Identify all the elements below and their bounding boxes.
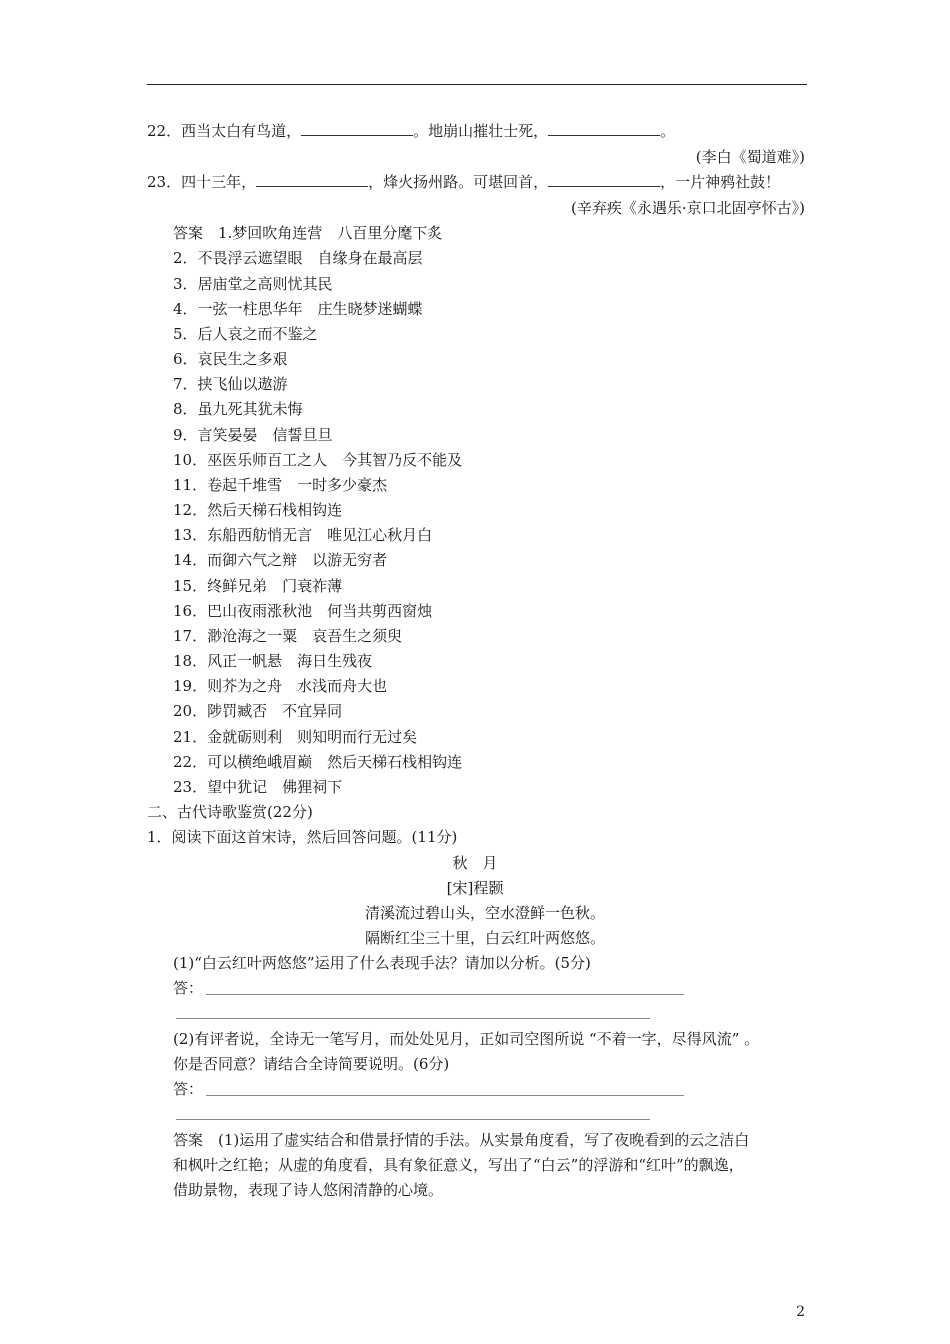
- answer-line: 5．后人哀之而不鉴之: [173, 325, 318, 343]
- answer-blank-line[interactable]: [206, 1095, 684, 1096]
- question-22-source: (李白《蜀道难》): [695, 148, 805, 166]
- final-answer-line-2: 和枫叶之红艳；从虚的角度看，具有象征意义，写出了“白云”的浮游和“红叶”的飘逸，: [173, 1156, 744, 1174]
- poem-title: 秋 月: [452, 854, 498, 872]
- poem-line-2: 隔断红尘三十里，白云红叶两悠悠。: [364, 929, 605, 947]
- sub-question-2-line-1: (2)有评者说，全诗无一笔写月，而处处见月，正如司空图所说 “不着一字，尽得风流” 。: [173, 1030, 760, 1048]
- fill-blank[interactable]: [548, 172, 660, 187]
- answer-line: 4．一弦一柱思华年 庄生晓梦迷蝴蝶: [173, 300, 423, 318]
- answer-line: 8．虽九死其犹未悔: [173, 400, 303, 418]
- answer-line: 15．终鲜兄弟 门衰祚薄: [173, 577, 343, 595]
- sub-question-1: (1)“白云红叶两悠悠”运用了什么表现手法？请加以分析。(5分): [173, 954, 591, 972]
- answer-line: 19．则芥为之舟 水浅而舟大也: [173, 677, 388, 695]
- question-22-part3: 。: [660, 122, 676, 140]
- answer-line: 13．东船西舫悄无言 唯见江心秋月白: [173, 526, 433, 544]
- question-23-source: (辛弃疾《永遇乐·京口北固亭怀古》): [571, 199, 805, 217]
- answer-line: 10．巫医乐师百工之人 今其智乃反不能及: [173, 451, 463, 469]
- answer-blank-line[interactable]: [206, 994, 684, 995]
- answer-line: 22．可以横绝峨眉巅 然后天梯石栈相钩连: [173, 753, 463, 771]
- final-answer-line-1: 答案 (1)运用了虚实结合和借景抒情的手法。从实景角度看，写了夜晚看到的云之洁白: [173, 1131, 750, 1149]
- poem-line-1: 清溪流过碧山头，空水澄鲜一色秋。: [364, 904, 605, 922]
- answer-label: 答：: [173, 1080, 204, 1098]
- fill-blank[interactable]: [301, 121, 413, 136]
- question-23-part2: ，烽火扬州路。可堪回首，: [368, 173, 549, 191]
- answer-line: 3．居庙堂之高则忧其民: [173, 275, 333, 293]
- answer-line: 答案 1.梦回吹角连营 八百里分麾下炙: [173, 224, 443, 242]
- answer-line: 23．望中犹记 佛狸祠下: [173, 778, 343, 796]
- question-23-part1: 23．四十三年，: [147, 173, 257, 191]
- answer-line: 2．不畏浮云遮望眼 自缘身在最高层: [173, 249, 423, 267]
- question-23-part3: ，一片神鸦社鼓！: [660, 173, 781, 191]
- answer-blank-line[interactable]: [176, 1018, 650, 1019]
- fill-blank[interactable]: [256, 172, 368, 187]
- sub-question-2-line-2: 你是否同意？请结合全诗简要说明。(6分): [173, 1055, 450, 1073]
- answer-line: 9．言笑晏晏 信誓旦旦: [173, 426, 333, 444]
- question-22-part1: 22．西当太白有鸟道，: [147, 122, 302, 140]
- answer-blank-line[interactable]: [176, 1119, 650, 1120]
- answer-line: 17．渺沧海之一粟 哀吾生之须臾: [173, 627, 403, 645]
- answer-line: 20．陟罚臧否 不宜异同: [173, 702, 343, 720]
- answer-line: 14．而御六气之辩 以游无穷者: [173, 551, 388, 569]
- question-23: [147, 172, 780, 192]
- poem-author: [宋]程颢: [446, 879, 504, 897]
- answer-label: 答：: [173, 979, 204, 997]
- answer-line: 11．卷起千堆雪 一时多少豪杰: [173, 476, 388, 494]
- fill-blank[interactable]: [548, 121, 660, 136]
- question-22-part2: 。地崩山摧壮士死，: [413, 122, 549, 140]
- question-22: [147, 121, 675, 141]
- answer-line: 16．巴山夜雨涨秋池 何当共剪西窗烛: [173, 602, 433, 620]
- page-number: 2: [796, 1304, 805, 1320]
- answer-line: 12．然后天梯石栈相钩连: [173, 501, 343, 519]
- answer-line: 7．挟飞仙以遨游: [173, 375, 288, 393]
- question-1-intro: 1．阅读下面这首宋诗，然后回答问题。(11分): [147, 828, 458, 846]
- answer-line: 18．风正一帆悬 海日生残夜: [173, 652, 373, 670]
- answer-line: 21．金就砺则利 则知明而行无过矣: [173, 728, 418, 746]
- header-rule: [147, 84, 807, 85]
- final-answer-line-3: 借助景物，表现了诗人悠闲清静的心境。: [173, 1181, 444, 1199]
- answer-line: 6．哀民生之多艰: [173, 350, 288, 368]
- section-heading: 二、古代诗歌鉴赏(22分): [147, 803, 313, 821]
